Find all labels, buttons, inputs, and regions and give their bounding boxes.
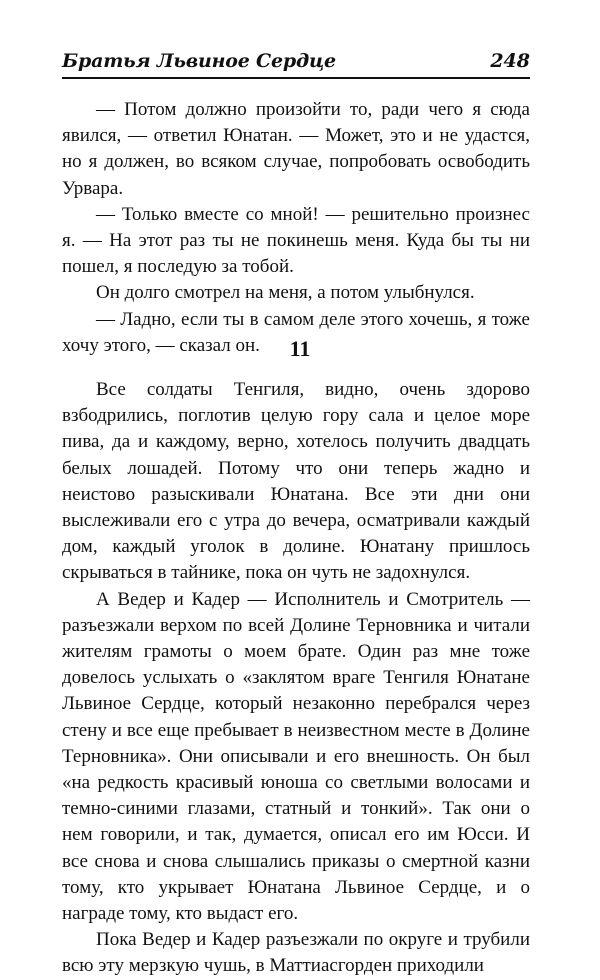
body-paragraph: Пока Ведер и Кадер разъезжали по округе и трубили всю эту мерзкую чушь, в Маттиасгорден приходили	[62, 929, 530, 977]
dialogue-paragraph: — Ладно, если ты в самом деле этого хочешь, я тоже хочу этого, — сказал он.	[62, 308, 530, 356]
dialogue-paragraph: — Потом должно произойти то, ради чего я сюда явился, — ответил Юнатан. — Может, это и не удастся, но я должен, во всяком случае, попробовать освободить Урвара.	[62, 99, 530, 199]
body-paragraph: А Ведер и Кадер — Исполнитель и Смотритель — разъезжали верхом по всей Долине Терновника и читали жителям грамоты о моем брате. Один раз мне тоже довелось услыхать о «заклятом враге Тенгиля Юнатане Львиное Сердце, который незаконно перебрался через стену и все еще пребывает в неизвестном месте в Долине Терновника». Они описывали и его внешность. Он был «на редкость красивый юноша со светлыми волосами и темно-синими глазами, статный и тонкий». Так они о нем говорили, и так, думается, описал его им Юсси. И все снова и снова слышались приказы о смертной казни тому, кто укрывает Юнатана Львиное Сердце, и о награде тому, кто выдаст его.	[62, 588, 530, 925]
dialogue-block	[62, 97, 530, 359]
chapter-number: 11	[289, 336, 311, 361]
running-head	[62, 50, 530, 80]
body-paragraph: Все солдаты Тенгиля, видно, очень здорово взбодрились, поглотив целую гору сала и целое море пива, да и каждому, верно, хотелось получить двадцать белых лошадей. Потому что они теперь жадно и неистово разыскивали Юнатана. Все эти дни они выслеживали его с утра до вечера, осматривали каждый дом, каждый уголок в долине. Юнатану пришлось скрываться в тайнике, пока он чуть не задохнулся.	[62, 379, 530, 584]
header-rule	[62, 77, 530, 79]
dialogue-paragraph: — Только вместе со мной! — решительно произнес я. — На этот раз ты не покинешь меня. Куда бы ты ни пошел, я последую за тобой.	[62, 203, 530, 278]
page-number: 248	[490, 50, 530, 72]
chapter-body	[62, 377, 530, 980]
book-title: Братья Львиное Сердце	[62, 50, 336, 72]
dialogue-paragraph: Он долго смотрел на меня, а потом улыбнулся.	[96, 282, 475, 304]
